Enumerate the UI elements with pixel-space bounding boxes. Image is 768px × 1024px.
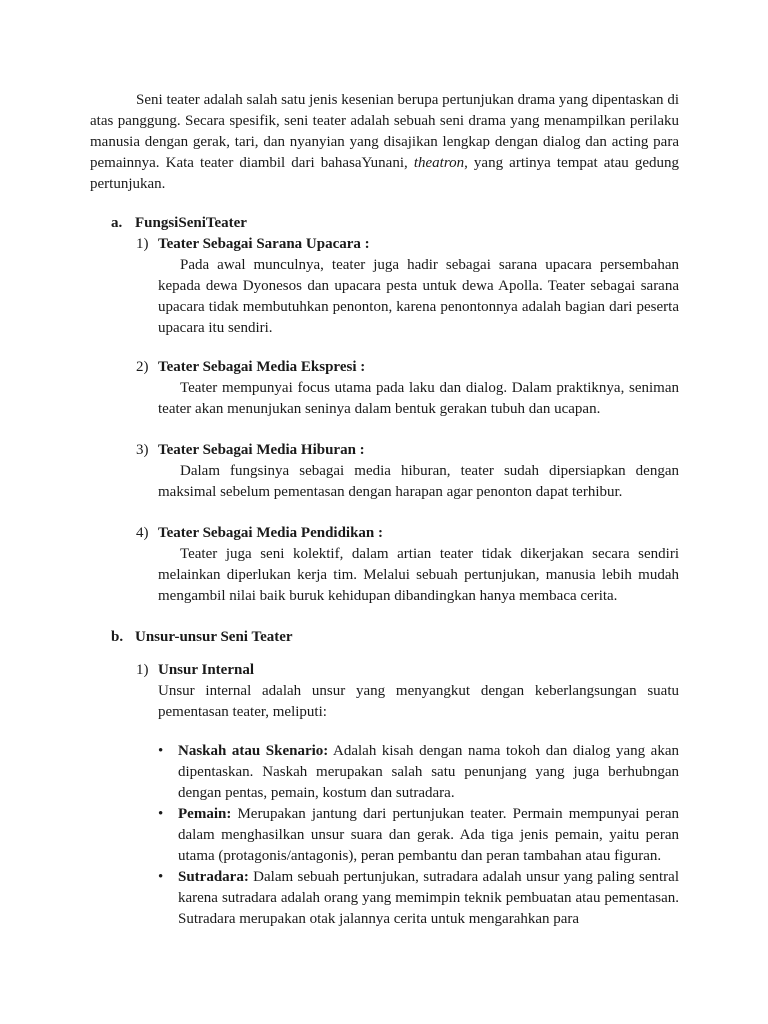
section-b-heading [90,627,679,648]
bullet-term: Sutradara: [178,869,249,885]
intro-text-2: , yang artinya tempat atau gedung pertunjukan. [90,155,679,192]
section-a-item [136,440,679,503]
section-a-item [136,357,679,420]
intro-paragraph [90,90,679,195]
section-b-title: Unsur-unsur Seni Teater [135,629,293,645]
bullet-icon [158,804,178,867]
list-item [158,804,679,867]
item-text: Teater juga seni kolektif, dalam artian teater tidak dikerjakan secara sendiri melainkan diperlukan kerja tim. Melalui sebuah pertunjukan, manusia lebih mudah mengambil nilai baik buruk kehidupan dibandingkan hanya membaca cerita. [158,546,679,604]
section-a-item [136,523,679,607]
section-a-letter: a. [111,215,123,231]
bullet-icon [158,741,178,804]
section-a-title: FungsiSeniTeater [135,215,247,231]
item-title: Unsur Internal [158,662,254,678]
list-item [158,867,679,930]
bullet-text: Dalam sebuah pertunjukan, sutradara adalah unsur yang paling sentral karena sutradara adalah orang yang memimpin teknik pembuatan atau pementasan. Sutradara merupakan otak jalannya cerita untuk mengarahkan para [178,869,679,927]
section-b-letter: b. [111,629,124,645]
item-number: 4) [136,525,149,541]
item-title: Teater Sebagai Media Hiburan : [158,442,365,458]
item-number: 2) [136,359,149,375]
item-number: 3) [136,442,149,458]
item-text: Teater mempunyai focus utama pada laku dan dialog. Dalam praktiknya, seniman teater akan menunjukan seninya dalam bentuk gerakan tubuh dan ucapan. [158,380,679,417]
intro-italic-term: theatron [413,155,465,171]
item-number: 1) [136,236,149,252]
item-title: Teater Sebagai Sarana Upacara : [158,236,370,252]
document-page [90,90,679,930]
item-text: Pada awal munculnya, teater juga hadir sebagai sarana upacara persembahan kepada dewa Dyonesos dan upacara pesta untuk dewa Apolla. Teater sebagai sarana upacara tidak membutuhkan penonton, karena penontonnya adalah bagian dari peserta upacara itu sendiri. [158,257,679,336]
bullet-list [158,741,679,930]
list-item [158,741,679,804]
section-a-heading [90,213,679,234]
item-title: Teater Sebagai Media Pendidikan : [158,525,384,541]
bullet-term: Pemain: [178,806,232,822]
item-text: Dalam fungsinya sebagai media hiburan, teater sudah dipersiapkan dengan maksimal sebelum pementasan dengan harapan agar penonton dapat terhibur. [158,463,679,500]
item-title: Teater Sebagai Media Ekspresi : [158,359,366,375]
bullet-term: Naskah atau Skenario: [178,743,329,759]
section-a-item [136,234,679,339]
section-b-item [136,660,679,930]
bullet-text: Merupakan jantung dari pertunjukan teater. Permain mempunyai peran dalam menghasilkan unsur suara dan gerak. Ada tiga jenis pemain, yaitu peran utama (protagonis/antagonis), peran pembantu dan peran tambahan atau figuran. [178,806,679,864]
bullet-text: Adalah kisah dengan nama tokoh dan dialog yang akan dipentaskan. Naskah merupakan salah satu penunjang yang juga berhubngan dengan pentas, pemain, kostum dan sutradara. [178,743,679,801]
intro-text-1: Seni teater adalah salah satu jenis kesenian berupa pertunjukan drama yang dipentaskan di atas panggung. Secara spesifik, seni teater adalah sebuah seni drama yang menampilkan perilaku manusia dengan gerak, tari, dan nyanyian yang disajikan lengkap dengan dialog dan acting para pemainnya. Kata teater diambil dari bahasaYunani, [90,92,679,171]
item-text: Unsur internal adalah unsur yang menyangkut dengan keberlangsungan suatu pementasan teater, meliputi: [158,683,679,720]
bullet-icon [158,867,178,930]
item-number: 1) [136,662,149,678]
